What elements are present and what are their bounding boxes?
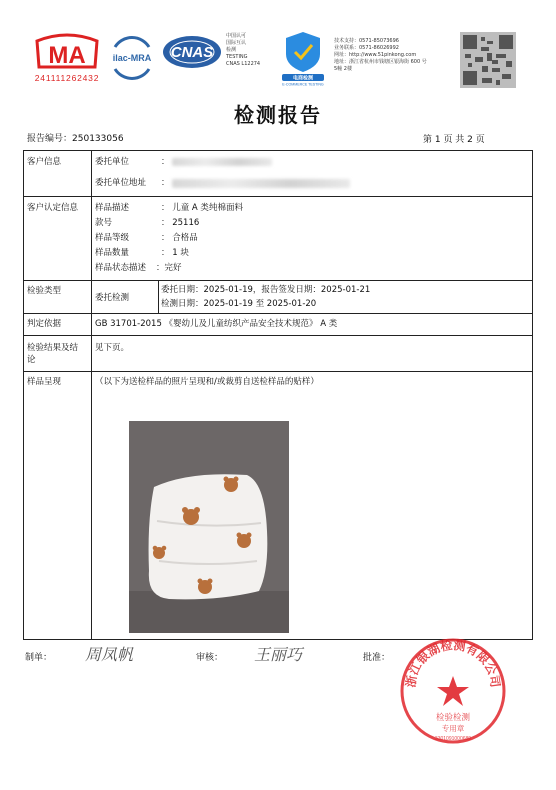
ecommerce-testing-logo	[278, 28, 328, 86]
report-number	[27, 131, 124, 144]
colon: ：	[161, 218, 170, 228]
contact-website: 网址：http://www.51pinkong.com	[334, 52, 417, 58]
cma-number: 241111262432	[34, 73, 100, 83]
client-address-colon: ：	[161, 178, 170, 188]
grade-text: 合格品	[172, 233, 198, 243]
grade-label: 样品等级	[95, 233, 130, 243]
row-divider	[24, 196, 532, 197]
presentation-label: 样品呈现	[27, 377, 62, 387]
stamp-graphic	[398, 636, 508, 746]
cnas-line: TESTING	[226, 54, 248, 60]
cma-logo	[31, 33, 103, 85]
document-title: 检测报告	[234, 103, 322, 127]
cnas-line: 中国认可	[226, 33, 247, 39]
style-no-text: 25116	[172, 218, 200, 228]
confirm-info-label: 客户认定信息	[27, 203, 79, 213]
qty-value	[161, 247, 189, 259]
style-no-value	[161, 217, 199, 229]
cnas-line: 检测	[226, 47, 237, 53]
redacted-client-address	[172, 179, 350, 188]
cnas-logo	[162, 34, 222, 70]
basis-value: GB 31701-2015 《婴幼儿及儿童纺织产品安全技术规范》 A 类	[95, 319, 338, 329]
row-divider	[24, 371, 532, 372]
cnas-text: CNAS	[170, 44, 214, 61]
grade-value	[161, 232, 198, 244]
presentation-note: （以下为送检样品的照片呈现和/或裁剪自送检样品的贴样）	[95, 377, 319, 387]
stamp-number: 3301091000689	[434, 736, 472, 742]
maker-label: 制单：	[25, 653, 53, 663]
approve-label: 批准：	[363, 653, 391, 663]
colon: ：	[161, 233, 170, 243]
cma-text: MA	[48, 42, 86, 69]
cnas-line: 国际互认	[226, 40, 247, 46]
client-address-label: 委托单位地址	[95, 178, 147, 188]
qr-code-graphic	[460, 32, 516, 88]
client-info-label: 客户信息	[27, 157, 62, 167]
redacted-client-unit	[172, 158, 272, 166]
report-number-label: 报告编号：	[27, 134, 73, 144]
state-value	[156, 262, 182, 274]
review-label: 审核：	[196, 653, 224, 663]
column-divider	[91, 151, 92, 639]
sample-photo	[129, 421, 289, 633]
contact-address-2: 5幢 2楼	[334, 66, 352, 72]
maker-signature: 周凤帆	[85, 645, 134, 664]
cnas-caption	[226, 33, 276, 68]
ilac-mra-logo	[107, 33, 157, 81]
inspection-type-value: 委托检测	[95, 293, 130, 303]
row-divider	[24, 313, 532, 314]
style-no-label: 款号	[95, 218, 113, 228]
page-indicator: 第 1 页 共 2 页	[423, 135, 485, 145]
review-signature: 王丽巧	[254, 645, 303, 664]
state-text: 完好	[164, 263, 182, 273]
ecom-label: 电商检测	[292, 75, 314, 82]
ilac-text: ilac-MRA	[112, 53, 152, 63]
inspection-type-label: 检验类型	[27, 286, 62, 296]
dates-line-2: 检测日期：2025-01-19 至 2025-01-20	[161, 299, 317, 309]
contact-info	[334, 38, 456, 73]
result-label	[27, 342, 78, 366]
ecom-sub: E-COMMERCE TESTING	[282, 82, 324, 86]
sample-desc-text: 儿童 A 类纯棉面料	[172, 203, 243, 213]
result-label-line-1: 检验结果及结	[27, 343, 79, 353]
qr-code	[460, 32, 516, 88]
colon: ：	[156, 263, 165, 273]
client-unit-label: 委托单位	[95, 157, 130, 167]
stamp-company: 浙江银湖检测有限公司	[403, 638, 503, 689]
basis-label: 判定依据	[27, 319, 62, 329]
stamp-sub2: 专用章	[441, 724, 465, 733]
company-stamp	[398, 636, 508, 746]
column-divider	[158, 280, 159, 313]
row-divider	[24, 335, 532, 336]
client-unit-colon: ：	[161, 157, 170, 167]
dates-line-1: 委托日期：2025-01-19，报告签发日期：2025-01-21	[161, 285, 371, 295]
cnas-line: CNAS L12274	[226, 61, 261, 67]
sample-desc-value	[161, 202, 243, 214]
sample-desc-label: 样品描述	[95, 203, 130, 213]
contact-business: 业务联系：0571-86026992	[334, 45, 399, 51]
result-value: 见下页。	[95, 343, 130, 353]
stamp-sub: 检验检测	[435, 713, 471, 723]
qty-text: 1 块	[172, 248, 189, 258]
qty-label: 样品数量	[95, 248, 130, 258]
report-number-value: 250133056	[72, 134, 124, 144]
state-label: 样品状态描述	[95, 263, 147, 273]
result-label-line-2: 论	[27, 355, 36, 365]
row-divider	[24, 280, 532, 281]
contact-tech: 技术支持：0571-85073696	[334, 38, 399, 44]
colon: ：	[161, 248, 170, 258]
colon: ：	[161, 203, 170, 213]
contact-address: 地址：浙江省杭州市钱塘区银海街 600 号	[334, 59, 427, 65]
